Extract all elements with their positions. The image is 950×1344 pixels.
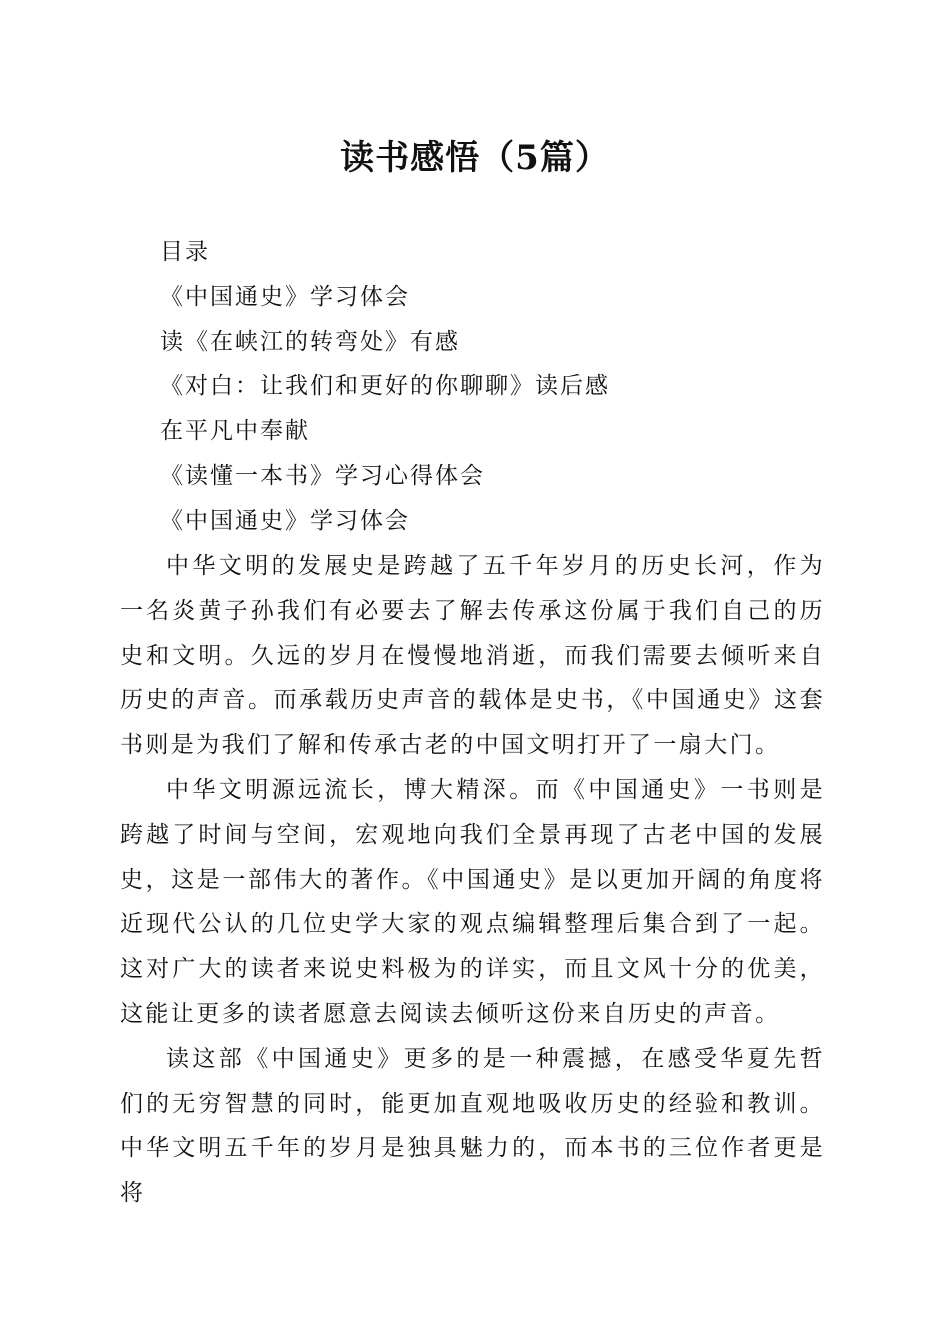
paragraph: 读这部《中国通史》更多的是一种震撼，在感受华夏先哲们的无穷智慧的同时，能更加直观地吸收历史的经验和教训。中华文明五千年的岁月是独具魅力的，而本书的三位作者更是将 — [120, 1045, 825, 1207]
toc-item: 《对白：让我们和更好的你聊聊》读后感 — [160, 373, 610, 400]
section-title: 《中国通史》学习体会 — [160, 507, 410, 534]
table-of-contents — [120, 230, 840, 544]
document-title: 读书感悟（5篇） — [340, 138, 610, 178]
paragraph: 中华文明源远流长，博大精深。而《中国通史》一书则是跨越了时间与空间，宏观地向我们全景再现了古老中国的发展史，这是一部伟大的著作。《中国通史》是以更加开阔的角度将近现代公认的几位史学大家的观点编辑整理后集合到了一起。这对广大的读者来说史料极为的详实，而且文风十分的优美，这能让更多的读者愿意去阅读去倾听这份来自历史的声音。 — [120, 776, 825, 1027]
toc-heading: 目录 — [160, 239, 210, 265]
toc-item: 读《在峡江的转弯处》有感 — [160, 328, 460, 355]
paragraph: 中华文明的发展史是跨越了五千年岁月的历史长河，作为一名炎黄子孙我们有必要去了解去传承这份属于我们自己的历史和文明。久远的岁月在慢慢地消逝，而我们需要去倾听来自历史的声音。而承载历史声音的载体是史书，《中国通史》这套书则是为我们了解和传承古老的中国文明打开了一扇大门。 — [120, 553, 825, 759]
toc-item: 《读懂一本书》学习心得体会 — [160, 462, 485, 489]
article-body — [120, 544, 825, 1216]
toc-item: 《中国通史》学习体会 — [160, 283, 410, 310]
toc-item: 在平凡中奉献 — [160, 418, 310, 445]
